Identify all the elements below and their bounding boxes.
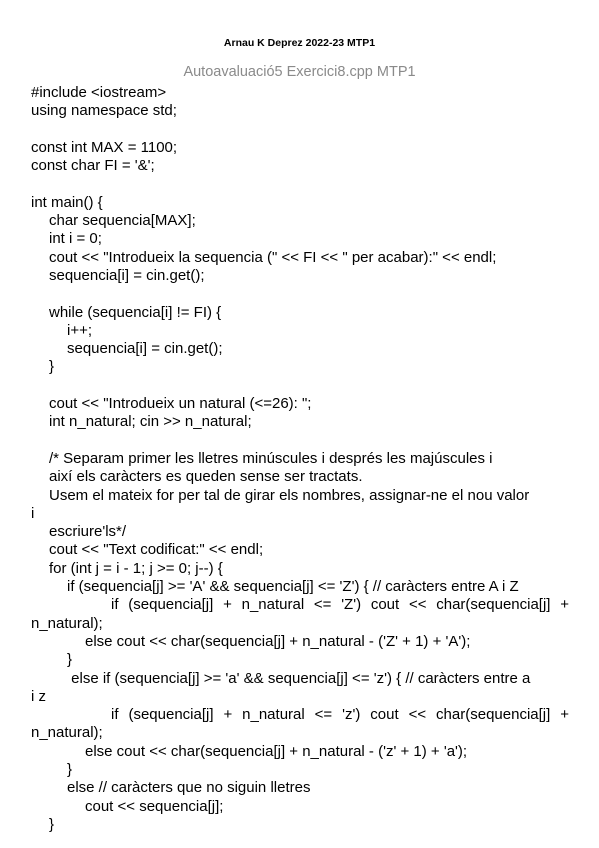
code-line: else // caràcters que no siguin lletres xyxy=(67,779,311,797)
code-line: #include <iostream> xyxy=(31,84,167,101)
code-line: if (sequencia[j] + n_natural <= 'Z') cout << char(sequencia[j] + xyxy=(111,596,569,614)
code-line: cout << "Text codificat:" << endl; xyxy=(49,541,264,559)
code-line: cout << "Introdueix un natural (<=26): "; xyxy=(49,395,312,413)
code-line xyxy=(0,121,599,139)
code-line: while (sequencia[i] != FI) { xyxy=(49,303,222,321)
document-title: Autoavaluació5 Exercici8.cpp MTP1 xyxy=(183,64,416,80)
code-line: escriure'ls*/ xyxy=(49,523,127,541)
code-listing xyxy=(0,84,599,834)
document-header: Arnau K Deprez 2022-23 MTP1 xyxy=(223,37,376,49)
code-line: } xyxy=(49,815,55,833)
code-line xyxy=(0,432,599,450)
code-line xyxy=(0,377,599,395)
code-line: i z xyxy=(31,687,46,705)
code-line: using namespace std; xyxy=(31,102,177,120)
code-line: else cout << char(sequencia[j] + n_natural - ('Z' + 1) + 'A'); xyxy=(85,632,471,650)
code-line: int n_natural; cin >> n_natural; xyxy=(49,413,252,431)
code-line: n_natural); xyxy=(31,724,103,742)
code-line: int main() { xyxy=(31,193,103,211)
code-line xyxy=(0,285,599,303)
code-line: else cout << char(sequencia[j] + n_natural - ('z' + 1) + 'a'); xyxy=(85,742,468,760)
code-line: for (int j = i - 1; j >= 0; j--) { xyxy=(49,559,223,577)
code-line: if (sequencia[j] + n_natural <= 'z') cout << char(sequencia[j] + xyxy=(111,706,569,724)
code-line: const char FI = '&'; xyxy=(31,157,155,175)
code-line: sequencia[i] = cin.get(); xyxy=(49,266,205,284)
code-line: /* Separam primer les lletres minúscules i després les majúscules i xyxy=(49,449,493,467)
code-line: const int MAX = 1100; xyxy=(31,138,178,156)
code-line: else if (sequencia[j] >= 'a' && sequencia[j] <= 'z') { // caràcters entre a xyxy=(67,669,531,687)
code-line: Usem el mateix for per tal de girar els nombres, assignar-ne el nou valor xyxy=(49,486,530,504)
code-line: cout << sequencia[j]; xyxy=(85,797,224,815)
code-line: i xyxy=(31,504,35,522)
code-line: } xyxy=(67,760,73,778)
code-line: } xyxy=(49,358,55,376)
code-line: } xyxy=(67,651,73,669)
code-line: i++; xyxy=(67,321,93,339)
code-line: if (sequencia[j] >= 'A' && sequencia[j] <= 'Z') { // caràcters entre A i Z xyxy=(67,578,519,596)
code-line: int i = 0; xyxy=(49,230,102,248)
code-line: n_natural); xyxy=(31,614,103,632)
code-line: així els caràcters es queden sense ser tractats. xyxy=(49,468,363,486)
code-line: sequencia[i] = cin.get(); xyxy=(67,340,223,358)
code-line: char sequencia[MAX]; xyxy=(49,212,196,230)
code-line xyxy=(0,175,599,193)
code-line: cout << "Introdueix la sequencia (" << FI << " per acabar):" << endl; xyxy=(49,248,497,266)
